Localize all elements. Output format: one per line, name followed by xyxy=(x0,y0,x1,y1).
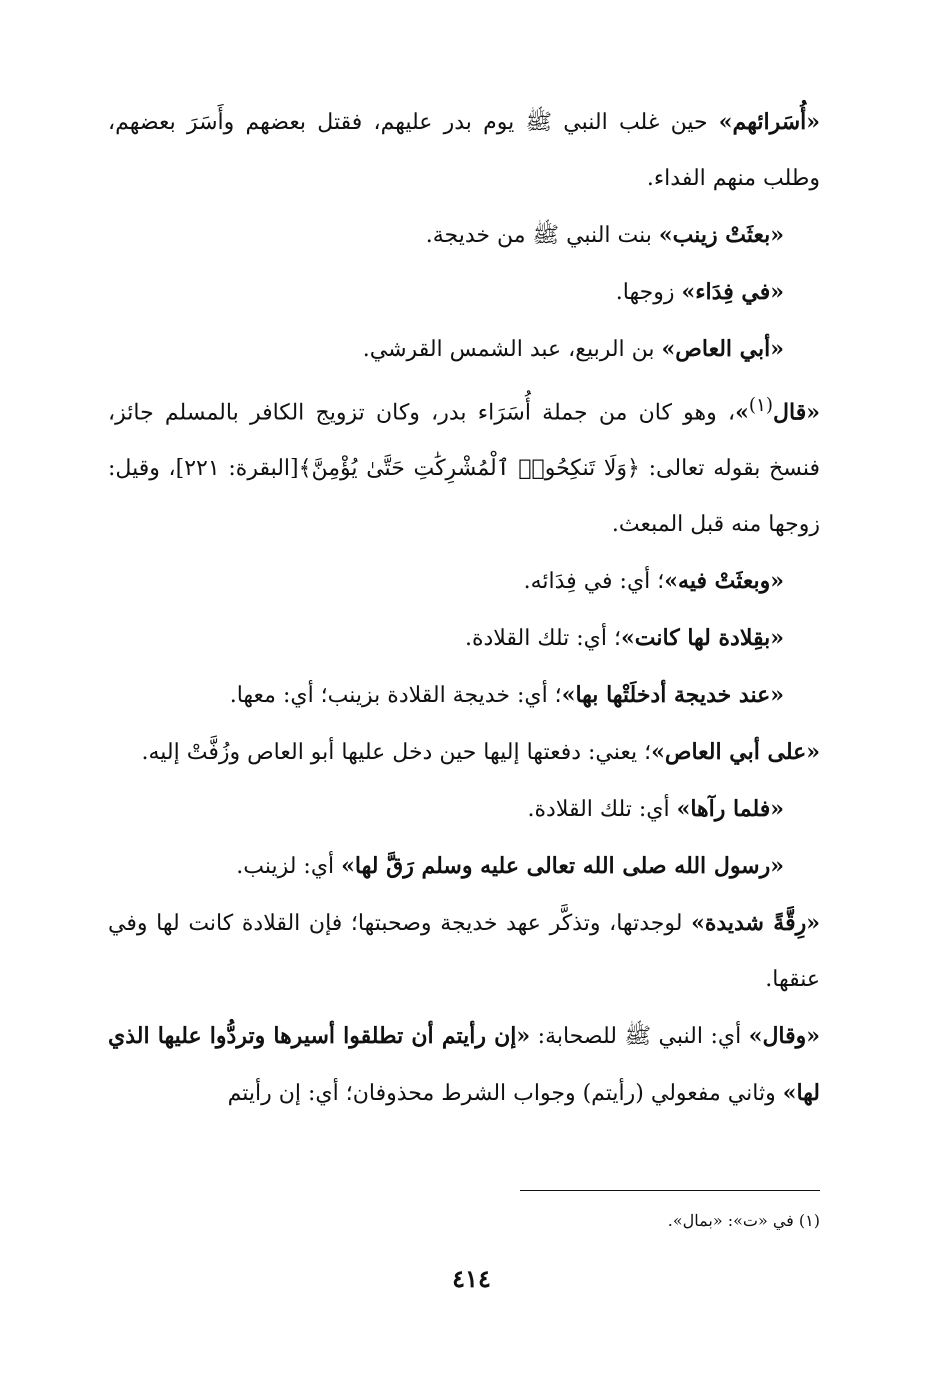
commentary-text: حين غلب النبي ﷺ يوم بدر عليهم، فقتل بعضهم وأَسَرَ بعضهم، وطلب منهم الفداء. xyxy=(108,110,820,191)
quoted-term: «على أبي العاص» xyxy=(651,739,820,766)
commentary-text: ؛ أي: تلك القلادة. xyxy=(464,626,622,652)
paragraph-2 xyxy=(108,207,820,264)
commentary-body xyxy=(108,94,820,1122)
quoted-term: «وبعثَتْ فيه» xyxy=(664,568,784,595)
commentary-text: بن الربيع، عبد الشمس القرشي. xyxy=(362,337,662,362)
commentary-text: زوجها. xyxy=(615,280,682,305)
commentary-text: أي: تلك القلادة. xyxy=(527,797,677,823)
paragraph-12 xyxy=(108,895,820,1008)
quoted-term: «رسول الله صلى الله تعالى عليه وسلم رَقَّ لها» xyxy=(341,853,784,880)
paragraph-13 xyxy=(108,1008,820,1122)
footnote: (١) في «ت»: «بمال». xyxy=(667,1211,820,1230)
paragraph-6 xyxy=(108,553,820,610)
commentary-text: أي: النبي ﷺ للصحابة: xyxy=(530,1024,749,1050)
commentary-text: لوجدتها، وتذكَّر عهد خديجة وصحبتها؛ فإن القلادة كانت لها وفي عنقها. xyxy=(108,911,820,993)
commentary-text: ، وهو كان من جملة أُسَرَاء بدر، وكان تزويج الكافر بالمسلم جائز، فنسخ بقوله تعالى: ﴿وَلَا تَنكِحُوا۟ ٱلْمُشْرِكَٰتِ حَتَّىٰ يُؤْمِنَّ﴾[البقرة: ٢٢١]، وقيل: زوجها منه قبل المبعث. xyxy=(108,400,821,538)
quoted-term: «أبي العاص» xyxy=(661,336,784,362)
commentary-text: ؛ أي: خديجة القلادة بزينب؛ أي: معها. xyxy=(229,683,562,709)
commentary-text: أي: لزينب. xyxy=(236,854,342,880)
paragraph-5 xyxy=(108,378,820,553)
page-number: ٤١٤ xyxy=(452,1264,491,1293)
paragraph-3 xyxy=(108,264,820,321)
paragraph-7 xyxy=(108,610,820,667)
paragraph-1 xyxy=(108,94,820,207)
quoted-term: «رِقَّةً شديدة» xyxy=(691,910,820,937)
paragraph-8 xyxy=(108,667,820,724)
quoted-term-close: » xyxy=(735,399,749,426)
quoted-term: «بعثَتْ زينب» xyxy=(658,222,784,248)
quoted-term: «فلما رآها» xyxy=(676,796,784,823)
paragraph-9 xyxy=(108,724,820,781)
paragraph-10 xyxy=(108,781,820,838)
quoted-term: «عند خديجة أدخلَتْها بها» xyxy=(561,682,784,709)
paragraph-4 xyxy=(108,321,820,378)
quoted-term: «في فِدَاء» xyxy=(681,279,784,305)
quoted-term: «وقال» xyxy=(748,1023,821,1050)
commentary-text: وثاني مفعولي (رأيتم) وجواب الشرط محذوفان؛ أي: إن رأيتم xyxy=(227,1081,783,1107)
quoted-term: «أُسَرائهم» xyxy=(718,109,820,135)
footnote-marker: (١) xyxy=(748,395,774,416)
quoted-term: «بقِلادة لها كانت» xyxy=(621,625,784,652)
commentary-text: ؛ يعني: دفعتها إليها حين دخل عليها أبو العاص وزُفَّتْ إليه. xyxy=(141,740,652,766)
commentary-text: ؛ أي: في فِدَائه. xyxy=(523,569,665,595)
quoted-hadith: «إن رأيتم أن تطلقوا أسيرها وتردُّوا عليها الذي لها» xyxy=(108,1023,820,1107)
quoted-term: «قال xyxy=(773,399,820,426)
commentary-text: بنت النبي ﷺ من خديجة. xyxy=(425,223,659,248)
paragraph-11 xyxy=(108,838,820,895)
footnote-divider xyxy=(520,1190,820,1191)
